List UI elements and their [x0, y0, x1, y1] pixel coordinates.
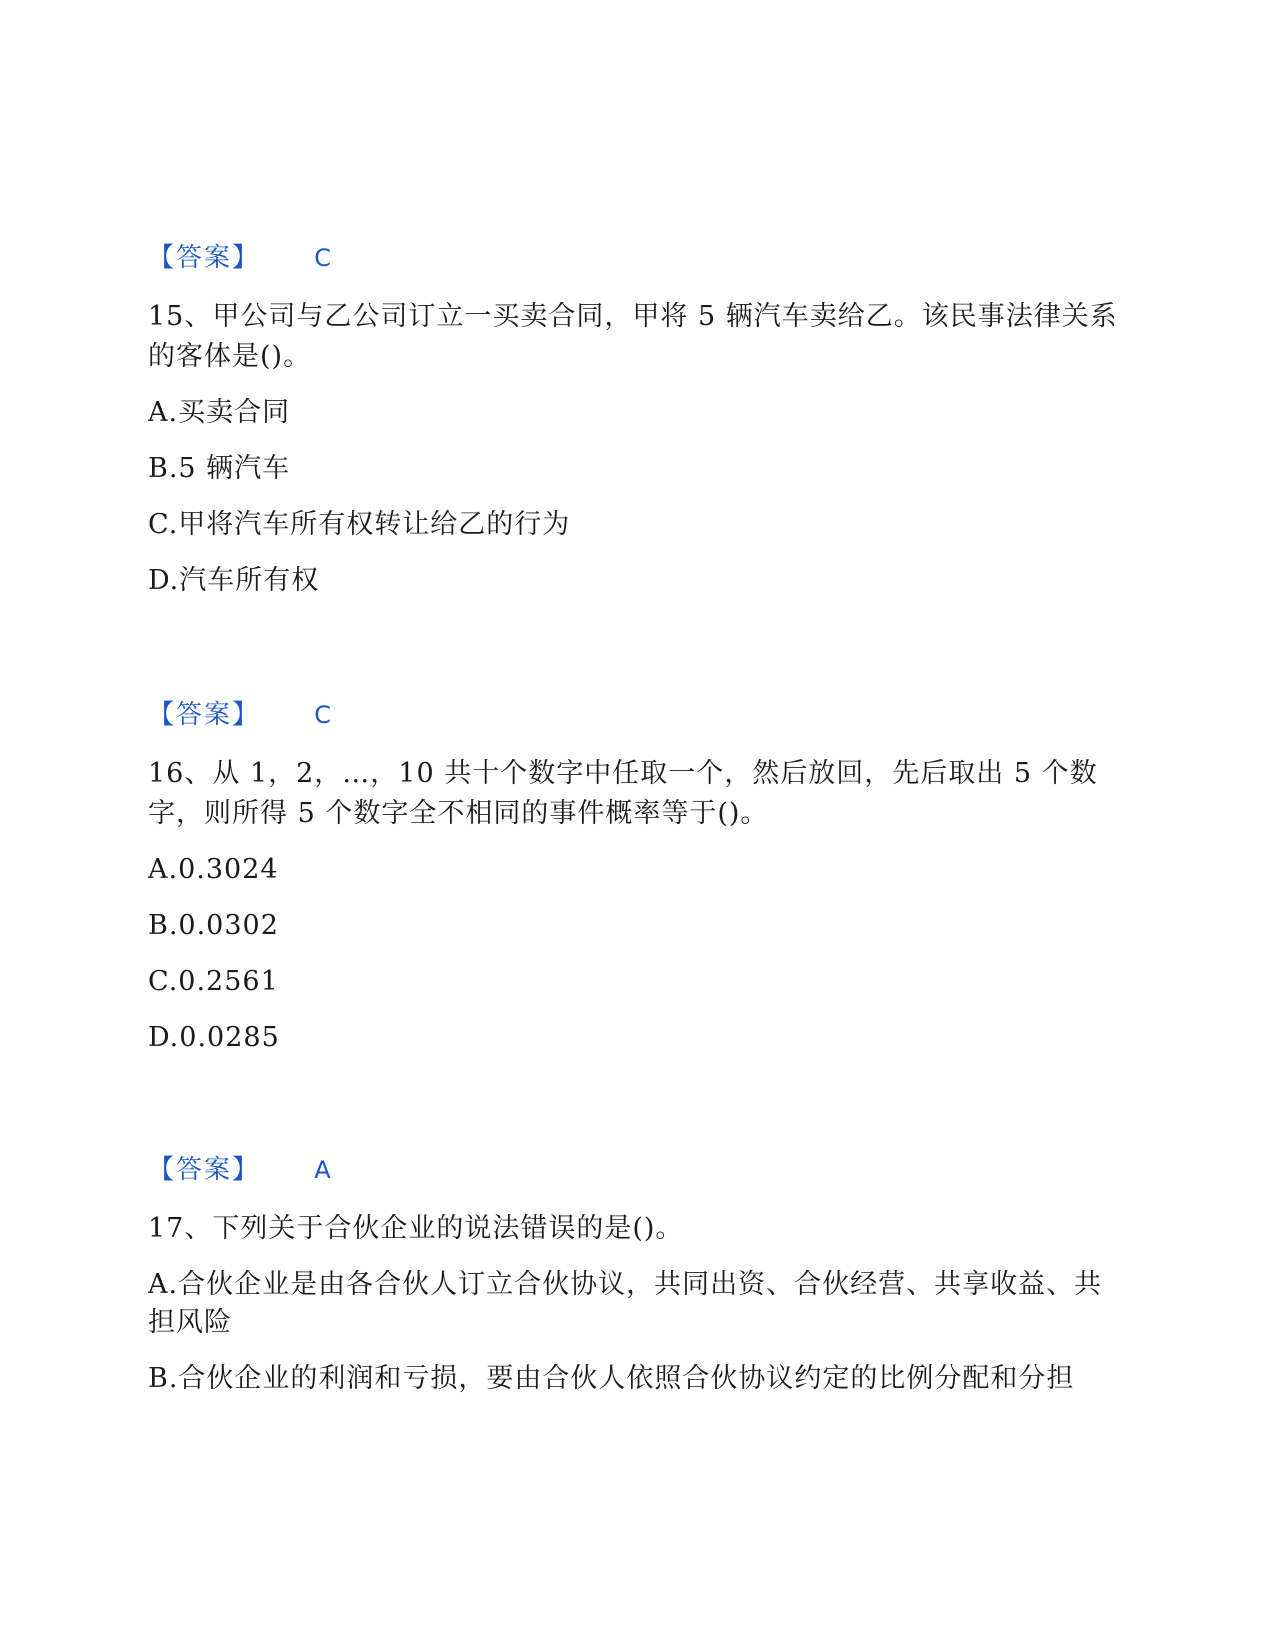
question-text: 15、甲公司与乙公司订立一买卖合同，甲将 5 辆汽车卖给乙。该民事法律关系的客体是()。: [148, 301, 1118, 372]
answer-line: [148, 240, 1128, 276]
option-a: A.合伙企业是由各合伙人订立合伙协议，共同出资、合伙经营、共享收益、共担风险: [148, 1269, 1103, 1338]
answer-line: [148, 1152, 1128, 1188]
option-c: C.甲将汽车所有权转让给乙的行为: [148, 509, 571, 540]
option-a: A.0.3024: [148, 854, 279, 885]
option-a: A.买卖合同: [148, 397, 291, 428]
answer-value: C: [314, 701, 332, 729]
question-text: 17、下列关于合伙企业的说法错误的是()。: [148, 1213, 684, 1244]
answer-label: 【答案】: [148, 1155, 261, 1185]
option-b: B.合伙企业的利润和亏损，要由合伙人依照合伙协议约定的比例分配和分担: [148, 1363, 1075, 1394]
answer-line: [148, 697, 1128, 733]
option-b: B.5 辆汽车: [148, 453, 291, 484]
question-block-17: [148, 1152, 1128, 1398]
question-block-16: [148, 697, 1128, 1057]
answer-value: A: [314, 1156, 331, 1184]
option-d: D.0.0285: [148, 1022, 280, 1053]
option-c: C.0.2561: [148, 966, 279, 997]
answer-label: 【答案】: [148, 243, 261, 273]
option-d: D.汽车所有权: [148, 565, 320, 596]
answer-value: C: [314, 244, 332, 272]
answer-label: 【答案】: [148, 700, 261, 730]
option-b: B.0.0302: [148, 910, 279, 941]
question-text: 16、从 1，2，…，10 共十个数字中任取一个，然后放回，先后取出 5 个数字，则所得 5 个数字全不相同的事件概率等于()。: [148, 758, 1098, 829]
question-block-15: [148, 240, 1128, 600]
